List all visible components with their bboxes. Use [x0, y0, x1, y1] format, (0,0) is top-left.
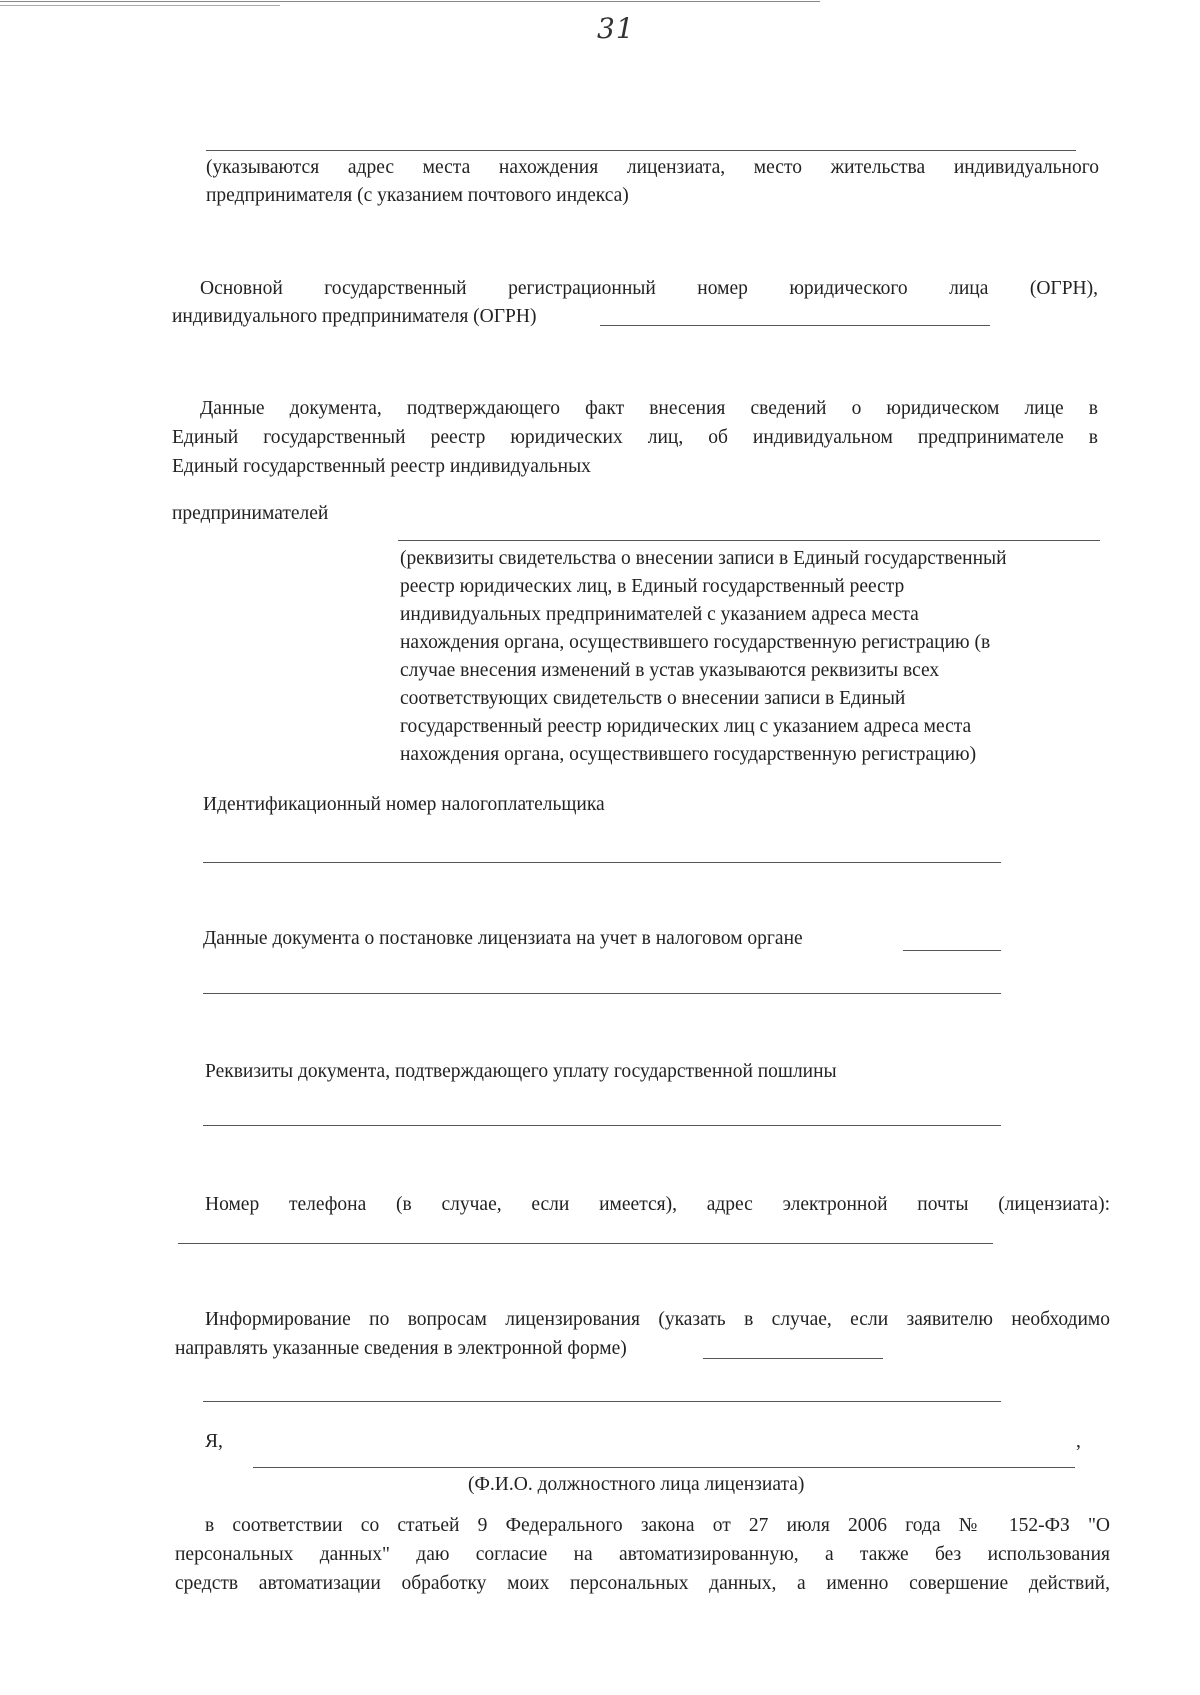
fio-hint: (Ф.И.О. должностного лица лицензиата) — [468, 1474, 805, 1495]
egrul-label-line-4: предпринимателей — [172, 503, 329, 524]
inn-label: Идентификационный номер налогоплательщика — [203, 794, 605, 815]
consent-text-line-1: в соответствии со статьей 9 Федерального закона от 27 июля 2006 года № 152-ФЗ "О — [205, 1515, 1110, 1536]
fio-field-line[interactable] — [253, 1467, 1075, 1468]
informing-label-line-2: направлять указанные сведения в электронной форме) — [175, 1338, 627, 1359]
tax-registration-label: Данные документа о постановке лицензиата на учет в налоговом органе — [203, 928, 803, 949]
consent-comma: , — [1076, 1431, 1081, 1452]
address-hint-line-2: предпринимателя (с указанием почтового индекса) — [206, 185, 629, 206]
phone-email-field-line[interactable] — [178, 1243, 993, 1244]
requisites-hint-line: реестр юридических лиц, в Единый государственный реестр — [400, 576, 905, 597]
scan-edge-line — [0, 1, 820, 2]
consent-prefix: Я, — [205, 1431, 223, 1452]
tax-registration-inline-line[interactable] — [903, 950, 1001, 951]
egrul-label-line-3: Единый государственный реестр индивидуальных — [172, 456, 591, 477]
requisites-hint — [400, 545, 1007, 769]
requisites-hint-line: государственный реестр юридических лиц с указанием адреса места — [400, 716, 972, 737]
informing-label-line-1: Информирование по вопросам лицензирования (указать в случае, если заявителю необходимо — [205, 1309, 1110, 1330]
requisites-hint-line: нахождения органа, осуществившего государственную регистрацию) — [400, 744, 977, 765]
scan-edge-line — [0, 5, 280, 6]
tax-registration-field-line[interactable] — [203, 993, 1001, 994]
consent-text-line-3: средств автоматизации обработку моих персональных данных, а именно совершение действий, — [175, 1573, 1110, 1594]
requisites-hint-line: нахождения органа, осуществившего государственную регистрацию (в — [400, 632, 991, 653]
egrul-field-line[interactable] — [398, 540, 1100, 541]
requisites-hint-line: соответствующих свидетельств о внесении записи в Единый — [400, 688, 906, 709]
state-fee-label: Реквизиты документа, подтверждающего уплату государственной пошлины — [205, 1061, 837, 1082]
ogrn-label-line-2: индивидуального предпринимателя (ОГРН) — [172, 306, 537, 327]
informing-field-line[interactable] — [203, 1401, 1001, 1402]
ogrn-field-line[interactable] — [600, 325, 990, 326]
egrul-label-line-2: Единый государственный реестр юридических лиц, об индивидуальном предпринимателе в — [172, 427, 1098, 448]
requisites-hint-line: индивидуальных предпринимателей с указанием адреса места — [400, 604, 919, 625]
address-hint-line-1: (указываются адрес места нахождения лицензиата, место жительства индивидуального — [206, 157, 1099, 178]
egrul-label-line-1: Данные документа, подтверждающего факт внесения сведений о юридическом лице в — [200, 398, 1098, 419]
ogrn-label-line-1: Основной государственный регистрационный номер юридического лица (ОГРН), — [200, 278, 1098, 299]
address-field-line[interactable] — [206, 150, 1076, 151]
state-fee-field-line[interactable] — [203, 1125, 1001, 1126]
requisites-hint-line: случае внесения изменений в устав указываются реквизиты всех — [400, 660, 940, 681]
requisites-hint-line: (реквизиты свидетельства о внесении записи в Единый государственный — [400, 548, 1007, 569]
informing-inline-line[interactable] — [703, 1358, 883, 1359]
phone-email-label: Номер телефона (в случае, если имеется), адрес электронной почты (лицензиата): — [205, 1194, 1110, 1215]
handwritten-page-number: 31 — [597, 12, 635, 45]
consent-text-line-2: персональных данных" даю согласие на автоматизированную, а также без использования — [175, 1544, 1110, 1565]
inn-field-line[interactable] — [203, 862, 1001, 863]
